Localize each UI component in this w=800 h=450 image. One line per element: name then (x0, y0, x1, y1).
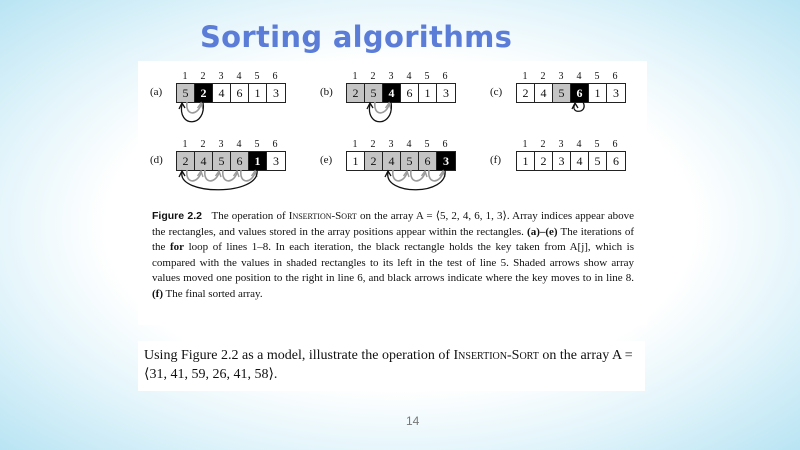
array-index: 1 (182, 139, 188, 150)
key-arrow (572, 102, 584, 111)
key-cell: 2 (195, 84, 213, 102)
move-arrows (320, 135, 480, 197)
array-index: 1 (522, 71, 528, 82)
array-index: 3 (218, 139, 224, 150)
array-cell: 3 (553, 152, 571, 170)
array-index: 5 (594, 71, 600, 82)
shaded-arrow (205, 170, 221, 181)
subfigure-label: (e) (320, 154, 333, 166)
array-indices (516, 139, 624, 151)
array-index: 5 (424, 71, 430, 82)
array-cell: 4 (213, 84, 231, 102)
array-index: 5 (254, 71, 260, 82)
array-index: 4 (576, 139, 582, 150)
key-cell: 3 (437, 152, 455, 170)
exercise-prompt (138, 341, 645, 391)
key-cell: 1 (249, 152, 267, 170)
array-index: 2 (370, 139, 376, 150)
array-cell: 1 (517, 152, 535, 170)
array-cell: 6 (613, 154, 619, 168)
array-cell: 4 (535, 84, 553, 102)
array-index: 4 (406, 139, 412, 150)
caption-text: loop of lines 1–8. In each iteration, the black rectangle holds the key taken from A[j], which is compared with the values in shaded rectangles to its left in the test of line 5. Shaded arrows show array values moved one position to the right in line 6, and black arrows indicate where the key moves to in line 8. (152, 241, 634, 285)
array-cell: 1 (589, 84, 607, 102)
array-index: 4 (406, 71, 412, 82)
array-cell: 6 (401, 84, 419, 102)
subfigure-label: (d) (150, 154, 163, 166)
array-index: 2 (200, 71, 206, 82)
array-cell: 1 (419, 84, 437, 102)
caption-bold: (a)–(e) (527, 225, 558, 238)
caption-text: The operation of (211, 210, 289, 222)
array-cell: 1 (347, 152, 365, 170)
array-index: 3 (218, 71, 224, 82)
array-cell: 2 (517, 84, 535, 102)
subfigure-label: (b) (320, 86, 333, 98)
shaded-cell: 2 (347, 84, 365, 102)
array-index: 3 (388, 139, 394, 150)
array-index: 1 (352, 139, 358, 150)
array-index: 2 (540, 71, 546, 82)
array-index: 1 (352, 71, 358, 82)
move-arrows (320, 67, 480, 129)
shaded-cell: 6 (419, 152, 437, 170)
array-index: 2 (200, 139, 206, 150)
array-cell: 6 (231, 84, 249, 102)
array-index: 6 (442, 71, 448, 82)
caption-figure-label: Figure 2.2 (152, 210, 203, 222)
array-index: 3 (388, 71, 394, 82)
array-index: 2 (370, 71, 376, 82)
shaded-cell: 6 (231, 152, 249, 170)
array-cell: 1 (249, 84, 267, 102)
move-arrows (490, 67, 647, 129)
array-index: 4 (576, 71, 582, 82)
key-cell: 4 (383, 84, 401, 102)
figure-caption (152, 209, 634, 303)
key-cell: 6 (571, 84, 589, 102)
array-cell: 3 (273, 154, 279, 168)
array-index: 1 (182, 71, 188, 82)
shaded-cell: 2 (365, 152, 383, 170)
shaded-cell: 5 (553, 84, 571, 102)
array-index: 4 (236, 139, 242, 150)
figure-2-2 (138, 61, 647, 325)
array-index: 5 (254, 139, 260, 150)
subfigure-label: (f) (490, 154, 501, 166)
shaded-arrow (411, 170, 427, 181)
shaded-arrow (223, 170, 239, 181)
move-arrows (150, 67, 310, 129)
move-arrows (150, 135, 310, 197)
array-index: 5 (424, 139, 430, 150)
array-cell: 5 (589, 152, 607, 170)
array-cell: 4 (571, 152, 589, 170)
shaded-cell: 2 (177, 152, 195, 170)
caption-text: The final sorted array. (163, 287, 263, 300)
array-cell: 3 (443, 86, 449, 100)
exercise-text: on the array A = ⟨31, 41, 59, 26, 41, 58⟩. (144, 348, 633, 382)
caption-text: on the array A = ⟨5, 2, 4, 6, 1, 3⟩. Array indices appear above the rectangles, and values stored in the array positions appear within the rectangles. (152, 210, 635, 238)
shaded-arrow (187, 102, 203, 113)
shaded-cell: 4 (383, 152, 401, 170)
array-index: 3 (558, 139, 564, 150)
shaded-cell: 5 (213, 152, 231, 170)
array-index: 4 (236, 71, 242, 82)
array-index: 3 (558, 71, 564, 82)
array-index: 6 (272, 139, 278, 150)
shaded-arrow (375, 102, 391, 113)
caption-bold: (f) (152, 287, 163, 300)
array-index: 5 (594, 139, 600, 150)
array-index: 6 (612, 71, 618, 82)
shaded-cell: 5 (177, 84, 195, 102)
array-index: 2 (540, 139, 546, 150)
subfigure-label: (a) (150, 86, 163, 98)
array-index: 6 (442, 139, 448, 150)
shaded-cell: 4 (195, 152, 213, 170)
shaded-arrow (187, 170, 203, 181)
array-index: 6 (272, 71, 278, 82)
shaded-cell: 5 (365, 84, 383, 102)
exercise-text: Using Figure 2.2 as a model, illustrate the operation of (144, 348, 454, 363)
caption-text: The iterations of the (152, 225, 635, 254)
array-cell: 3 (613, 86, 619, 100)
caption-bold: for (170, 241, 185, 254)
caption-algorithm-name: Insertion-Sort (288, 210, 357, 222)
page-number: 14 (406, 414, 420, 428)
array-cells (516, 151, 626, 171)
array-cell: 2 (535, 152, 553, 170)
shaded-cell: 5 (401, 152, 419, 170)
exercise-algorithm-name: Insertion-Sort (453, 348, 539, 363)
array-index: 1 (522, 139, 528, 150)
slide-title: Sorting algorithms (200, 20, 513, 54)
subfigure-label: (c) (490, 86, 503, 98)
shaded-arrow (393, 170, 409, 181)
array-index: 6 (612, 139, 618, 150)
array-cell: 3 (273, 86, 279, 100)
